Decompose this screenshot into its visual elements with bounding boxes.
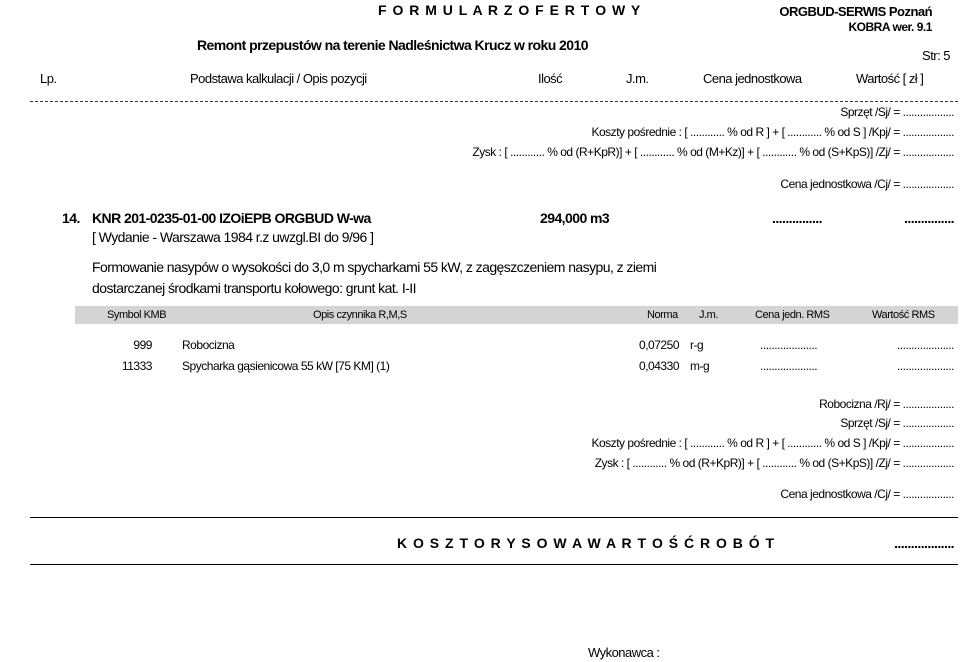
project-title: Remont przepustów na terenie Nadleśnictwa Krucz w roku 2010 bbox=[197, 37, 588, 53]
rms-header-price: Cena jedn. RMS bbox=[755, 309, 830, 321]
rms-norm: 0,04330 bbox=[639, 359, 680, 373]
prev-zysk-line: Zysk : [ ............ % od (R+KpR)] + [ ............ % od (M+Kz)] + [ ............ % od (S+KpS)] /Zj/ = .................. bbox=[472, 145, 954, 159]
item-number: 14. bbox=[62, 210, 80, 226]
software-version: KOBRA wer. 9.1 bbox=[848, 20, 932, 34]
contractor-label: Wykonawca : bbox=[588, 645, 660, 660]
rms-symbol: 999 bbox=[133, 338, 152, 352]
rms-description: Spycharka gąsienicowa 55 kW [75 KM] (1) bbox=[182, 359, 390, 373]
column-header-unit-price: Cena jednostkowa bbox=[703, 71, 802, 86]
item-description-line-1: Formowanie nasypów o wysokości do 3,0 m spycharkami 55 kW, z zagęszczeniem nasypu, z ziemi bbox=[92, 259, 657, 275]
summary-koszty-line: Koszty pośrednie : [ ............ % od R ] + [ ............ % od S ] /Kpj/ = .................. bbox=[591, 436, 954, 450]
rms-header-description: Opis czynnika R,M,S bbox=[313, 309, 407, 321]
rms-unit: m-g bbox=[690, 359, 710, 373]
item-value-dots: ............... bbox=[904, 210, 954, 226]
column-header-qty: Ilość bbox=[538, 71, 563, 86]
column-header-unit: J.m. bbox=[626, 71, 649, 86]
rms-price: .................... bbox=[760, 338, 818, 352]
prev-sprzet-line: Sprzęt /Sj/ = .................. bbox=[840, 105, 954, 119]
item-price-dots: ............... bbox=[772, 210, 822, 226]
column-header-basis: Podstawa kalkulacji / Opis pozycji bbox=[190, 71, 367, 86]
form-title: F O R M U L A R Z O F E R T O W Y bbox=[378, 2, 642, 18]
total-top-rule bbox=[30, 517, 958, 518]
item-description-line-2: dostarczanej środkami transportu kołowego: grunt kat. I-II bbox=[92, 280, 416, 296]
summary-cena-line: Cena jednostkowa /Cj/ = .................. bbox=[780, 487, 954, 501]
item-source: [ Wydanie - Warszawa 1984 r.z uwzgl.BI do 9/96 ] bbox=[92, 229, 374, 245]
rms-value: .................... bbox=[896, 359, 954, 373]
column-header-value: Wartość [ zł ] bbox=[856, 71, 924, 86]
rms-header-unit: J.m. bbox=[699, 309, 719, 321]
summary-robocizna-line: Robocizna /Rj/ = .................. bbox=[819, 397, 954, 411]
rms-price: .................... bbox=[760, 359, 818, 373]
company-name: ORGBUD-SERWIS Poznań bbox=[779, 4, 932, 19]
rms-header-value: Wartość RMS bbox=[872, 309, 935, 321]
total-value-dots: .................. bbox=[894, 535, 954, 551]
rms-header-symbol: Symbol KMB bbox=[107, 309, 167, 321]
summary-sprzet-line: Sprzęt /Sj/ = .................. bbox=[840, 416, 954, 430]
total-bottom-rule bbox=[30, 564, 958, 565]
rms-header-norm: Norma bbox=[647, 309, 678, 321]
item-code: KNR 201-0235-01-00 IZOiEPB ORGBUD W-wa bbox=[92, 210, 371, 226]
rms-symbol: 11333 bbox=[121, 359, 152, 373]
prev-cena-line: Cena jednostkowa /Cj/ = .................. bbox=[780, 177, 954, 191]
column-header-lp: Lp. bbox=[40, 71, 57, 86]
rms-description: Robocizna bbox=[182, 338, 235, 352]
total-label: K O S Z T O R Y S O W A W A R T O Ś Ć R O B Ó T bbox=[397, 535, 776, 551]
rms-value: .................... bbox=[896, 338, 954, 352]
prev-koszty-line: Koszty pośrednie : [ ............ % od R ] + [ ............ % od S ] /Kpj/ = .................. bbox=[591, 125, 954, 139]
item-quantity: 294,000 m3 bbox=[540, 210, 610, 226]
rms-unit: r-g bbox=[690, 338, 704, 352]
page-number: Str: 5 bbox=[922, 48, 950, 63]
header-separator bbox=[30, 101, 958, 102]
summary-zysk-line: Zysk : [ ............ % od (R+KpR)] + [ ............ % od (S+KpS)] /Zj/ = .................. bbox=[594, 456, 954, 470]
rms-norm: 0,07250 bbox=[639, 338, 680, 352]
